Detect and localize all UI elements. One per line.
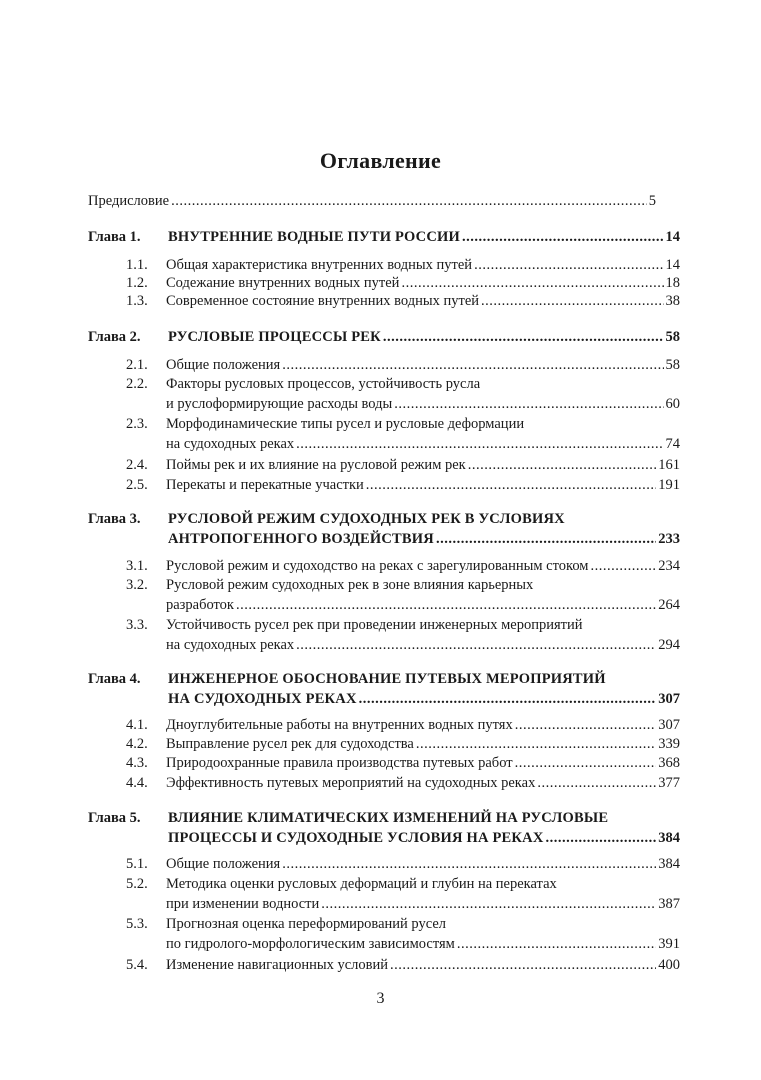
chapter-label: Глава 2. — [88, 329, 141, 345]
toc-page: 58 — [665, 329, 680, 345]
page-title: Оглавление — [319, 148, 442, 173]
toc-page: 5 — [648, 193, 656, 209]
chapter-title: ВЛИЯНИЕ КЛИМАТИЧЕСКИХ ИЗМЕНЕНИЙ НА РУСЛОВЫЕ — [168, 810, 609, 826]
toc-preface — [88, 191, 656, 211]
toc-label: Предисловие — [88, 193, 170, 209]
chapter-title: РУСЛОВЫЕ ПРОЦЕССЫ РЕК — [168, 329, 381, 345]
chapter-label: Глава 4. — [88, 671, 141, 687]
toc-page: 14 — [665, 229, 680, 245]
chapter-label: Глава 3. — [88, 511, 141, 527]
page-number: 3 — [376, 990, 385, 1007]
chapter-title: ВНУТРЕННИЕ ВОДНЫЕ ПУТИ РОССИИ — [168, 229, 460, 245]
chapter-label: Глава 5. — [88, 810, 141, 826]
toc-page: 307 — [658, 691, 680, 707]
toc-page: 384 — [658, 830, 680, 846]
chapter-title: ИНЖЕНЕРНОЕ ОБОСНОВАНИЕ ПУТЕВЫХ МЕРОПРИЯТИЙ — [168, 671, 606, 687]
chapter-title: РУСЛОВОЙ РЕЖИМ СУДОХОДНЫХ РЕК В УСЛОВИЯХ — [168, 511, 565, 527]
chapter-label: Глава 1. — [88, 229, 141, 245]
toc-page: 233 — [658, 531, 680, 547]
